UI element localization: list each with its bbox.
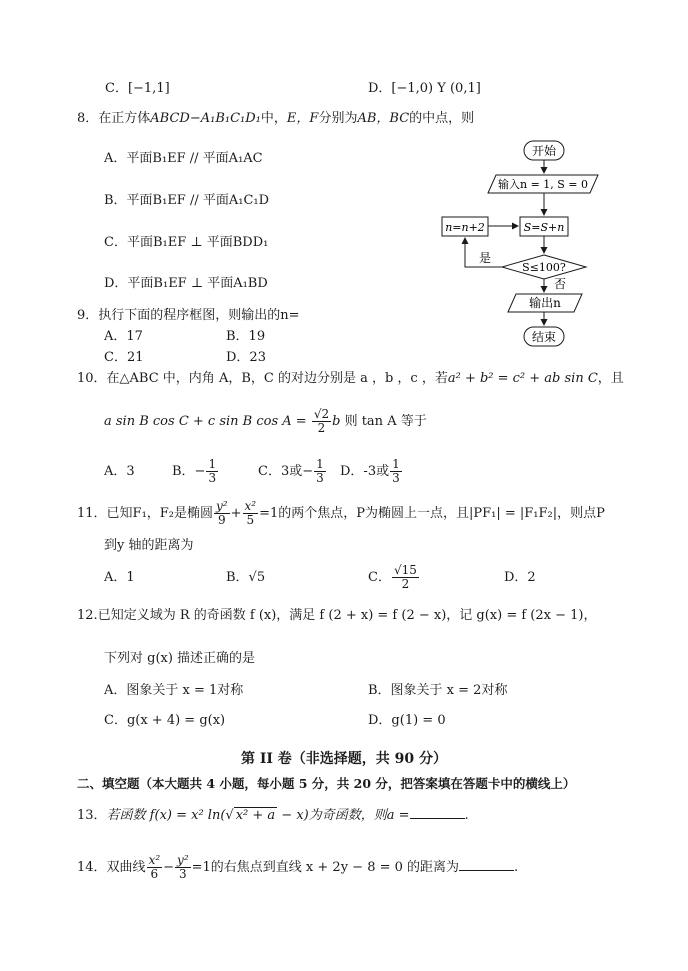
q11-stem (77, 496, 605, 532)
flow-sum-label: S=S+n (523, 221, 565, 234)
flow-start-label: 开始 (531, 144, 557, 158)
flow-end-label: 结束 (531, 330, 557, 344)
q10-eq2-fraction (312, 408, 331, 435)
q12-stem-b: 下列对 g(x) 描述正确的是 (104, 651, 256, 666)
q13-stem (77, 806, 469, 825)
q8-stem (77, 110, 474, 128)
q9-option-a: A．17 (104, 329, 143, 344)
q11-fraction-y-den: 9 (217, 513, 226, 527)
q10-equation: a² + b² = c² + ab sin C (447, 371, 598, 386)
q10-option-d-num: 1 (392, 457, 400, 471)
q10-option-c-fraction (314, 458, 326, 485)
q12-option-b: B．图象关于 x = 2对称 (368, 683, 508, 698)
q14-fraction-y-num: y² (177, 853, 189, 867)
q10-stem-a: 在△ABC 中，内角 A，B，C 的对边分别是 a ，b ，c ，若 (106, 371, 448, 386)
q14-fraction-x-num: x² (148, 853, 161, 867)
q7-option-c: C．[−1,1] (105, 81, 170, 96)
q10-option-d-label: D．-3或 (340, 464, 390, 479)
q11-stem-b: =1的两个焦点，P为椭圆上一点，且|PF₁| = |F₁F₂|，则点P (259, 506, 605, 521)
q10-stem-b: ，且 (597, 371, 624, 386)
q8-stem-c: 分别为 (318, 111, 358, 126)
q8-option-b: B．平面B₁EF // 平面A₁C₁D (104, 193, 270, 208)
q8-cube: ABCD−A₁B₁C₁D₁ (150, 111, 261, 126)
q11-option-c-label: C． (368, 570, 391, 585)
q10-option-c (258, 456, 327, 488)
q9-option-b: B．19 (226, 329, 266, 344)
q14-fraction-y (175, 854, 191, 881)
q10-option-b-num: 1 (208, 457, 217, 471)
q12-stem-a-text: 已知定义域为 R 的奇函数 f (x)，满足 f (2 + x) = f (2 − x)，记 g(x) = f (2x − 1)， (97, 608, 597, 623)
q10-option-d (340, 456, 403, 488)
q11-option-c (368, 560, 420, 596)
q12-number: 12. (77, 608, 98, 623)
flow-output-label: 输出n (529, 296, 561, 310)
q14-stem-a: 双曲线 (106, 860, 146, 875)
q10-option-b-label: B．− (172, 464, 206, 479)
q12-option-d: D．g(1) = 0 (368, 713, 446, 728)
q12-option-a: A．图象关于 x = 1对称 (104, 683, 244, 698)
q14-number: 14． (77, 860, 107, 875)
flow-yes-label: 是 (478, 251, 492, 265)
q14-stem-b: =1的右焦点到直线 x + 2y − 8 = 0 的距离为 (191, 860, 460, 875)
q8-stem-b: 中， (260, 111, 287, 126)
q8-option-c: C．平面B₁EF ⊥ 平面BDD₁ (104, 235, 269, 250)
q10-eq2-tail: 则 tan A 等于 (344, 414, 427, 429)
q11-option-b: B．√5 (226, 570, 266, 585)
q11-option-a: A．1 (104, 570, 135, 585)
q10-stem (77, 370, 624, 388)
q10-number: 10． (77, 371, 107, 386)
q13-radicand: x² + a (235, 808, 276, 823)
q14-fraction-x-den: 6 (150, 867, 159, 881)
q14-tail: . (514, 860, 519, 875)
q7-option-d: D．[−1,0) Y (0,1] (368, 81, 481, 96)
q14-minus: − (163, 860, 175, 875)
q9-option-d: D．23 (226, 350, 266, 365)
q13-answer-blank[interactable] (410, 806, 465, 819)
q11-fraction-x (243, 500, 259, 527)
flowchart (440, 135, 600, 353)
q11-fraction-y (214, 500, 230, 527)
q10-option-b-den: 3 (208, 471, 217, 485)
q10-option-a: A．3 (104, 464, 135, 479)
q9-option-c: C．21 (104, 350, 144, 365)
q13-stem-b: − x)为奇函数，则a = (277, 808, 410, 823)
q12-option-c: C．g(x + 4) = g(x) (104, 713, 226, 728)
q9-number: 9． (77, 308, 99, 323)
q11-stem-a: 已知F₁，F₂是椭圆 (106, 506, 214, 521)
flow-cond-label: S≤100? (522, 261, 566, 274)
q11-plus: + (230, 506, 242, 521)
q11-fraction-x-num: x² (244, 499, 257, 513)
q8-option-a: A．平面B₁EF // 平面A₁AC (104, 151, 263, 166)
q10-option-c-den: 3 (316, 471, 324, 485)
q10-option-c-num: 1 (316, 457, 324, 471)
q13-tail: . (464, 808, 469, 823)
q13-number: 13． (77, 808, 107, 823)
q11-option-c-den: 2 (401, 577, 410, 591)
q14-answer-blank[interactable] (459, 858, 514, 871)
q10-option-b-fraction (206, 458, 218, 485)
q11-number: 11． (77, 506, 107, 521)
q11-option-d: D．2 (504, 570, 536, 585)
q13-stem-a: 若函数 f(x) = x² ln( (106, 808, 226, 823)
q11-option-c-fraction (392, 564, 419, 591)
q10-option-b (172, 456, 219, 488)
q9-text: 执行下面的程序框图，则输出的n= (98, 308, 300, 323)
q10-option-d-fraction (390, 458, 402, 485)
q10-eq2-left: a sin B cos C + c sin B cos A = (104, 414, 307, 429)
q10-eq2-right: b (332, 414, 341, 429)
q14-fraction-y-den: 3 (179, 867, 187, 881)
flow-no-label: 否 (554, 277, 567, 291)
q11-fraction-x-den: 5 (246, 513, 255, 527)
flow-inc-label: n=n+2 (445, 221, 485, 234)
q8-ab-bc: AB，BC (357, 111, 410, 126)
q13-radical-sign: √ (225, 808, 234, 823)
section-fill-in-header: 二、填空题（本大题共 4 小题，每小题 5 分，共 20 分，把答案填在答题卡中的横线上） (77, 776, 576, 791)
q14-stem (77, 848, 518, 888)
q10-eq2-num: √2 (313, 407, 330, 421)
q8-stem-a: 在正方体 (98, 111, 151, 126)
q10-option-d-den: 3 (392, 471, 400, 485)
q10-eq2-den: 2 (317, 421, 326, 435)
q12-stem-a (77, 607, 596, 625)
q8-option-d: D．平面B₁EF ⊥ 平面A₁BD (104, 276, 268, 291)
flow-input-label: 输入n = 1, S = 0 (497, 178, 589, 191)
q14-fraction-x (147, 854, 163, 881)
part2-title: 第 II 卷（非选择题，共 90 分） (240, 751, 448, 767)
q9-stem (77, 307, 300, 325)
q11-option-c-num: √15 (393, 563, 417, 577)
q10-condition (104, 404, 427, 440)
q8-stem-d: 的中点，则 (409, 111, 475, 126)
q10-option-c-label: C．3或− (258, 464, 314, 479)
q8-ef: E，F (286, 111, 319, 126)
q11-fraction-y-num: y² (216, 499, 228, 513)
q11-stem-c: 到y 轴的距离为 (104, 538, 194, 553)
q8-number: 8． (77, 111, 99, 126)
